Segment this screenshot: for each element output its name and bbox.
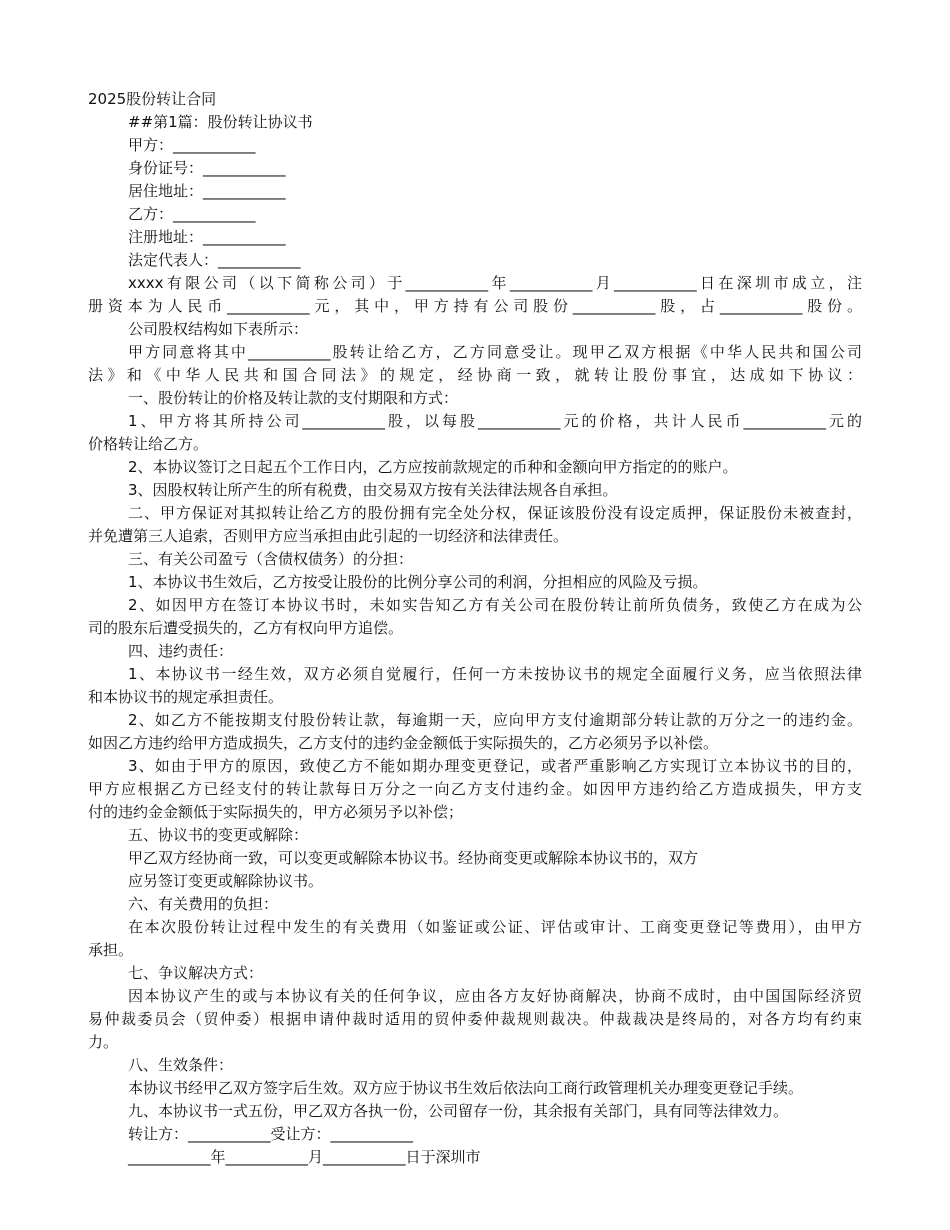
document-line: 司的股东后遭受损失的，乙方有权向甲方追偿。	[88, 619, 404, 637]
document-line: 公司股权结构如下表所示：	[128, 320, 309, 338]
document-line: 1、本协议书生效后，乙方按受让股份的比例分享公司的利润，分担相应的风险及亏损。	[128, 573, 708, 591]
document-line: 注册地址：___________	[128, 228, 286, 246]
document-line: 四、违约责任：	[128, 642, 234, 660]
document-line: 1、本协议书一经生效，双方必须自觉履行，任何一方未按协议书的规定全面履行义务，应当依照法律	[128, 665, 862, 683]
document-line: 2、如因甲方在签订本协议书时，未如实告知乙方有关公司在股份转让前所负债务，致使乙方在成为公	[128, 596, 862, 614]
document-line: ##第1篇：股份转让协议书	[128, 113, 313, 131]
document-line: 册资本为人民币___________元，其中，甲方持有公司股份___________股，占___________股份。	[88, 297, 862, 315]
document-line: 易仲裁委员会（贸仲委）根据申请仲裁时适用的贸仲委仲裁规则裁决。仲裁裁决是终局的，对各方均有约束	[88, 1010, 862, 1028]
document-line: 应另签订变更或解除协议书。	[128, 872, 324, 890]
document-line: 转让方：___________受让方：___________	[128, 1125, 414, 1143]
document-line: 甲乙双方经协商一致，可以变更或解除本协议书。经协商变更或解除本协议书的，双方	[128, 849, 699, 867]
document-line: 九、本协议书一式五份，甲乙双方各执一份，公司留存一份，其余报有关部门，具有同等法律效力。	[128, 1102, 789, 1120]
document-line: 五、协议书的变更或解除：	[128, 826, 309, 844]
document-line: 在本次股份转让过程中发生的有关费用（如鉴证或公证、评估或审计、工商变更登记等费用），由甲方	[128, 918, 862, 936]
document-line: 八、生效条件：	[128, 1056, 234, 1074]
document-line: 1、甲方将其所持公司___________股，以每股___________元的价格，共计人民币___________元的	[128, 412, 862, 430]
document-line: 承担。	[88, 941, 134, 959]
document-line: 七、争议解决方式：	[128, 964, 264, 982]
document-line: 法》和《中华人民共和国合同法》的规定，经协商一致，就转让股份事宜，达成如下协议：	[88, 366, 862, 384]
document-line: 甲方：___________	[128, 136, 256, 154]
document-line: 一、股份转让的价格及转让款的支付期限和方式：	[128, 389, 459, 407]
document-line: 2、如乙方不能按期支付股份转让款，每逾期一天，应向甲方支付逾期部分转让款的万分之一的违约金。	[128, 711, 862, 729]
document-line: 和本协议书的规定承担责任。	[88, 688, 284, 706]
document-line: 价格转让给乙方。	[88, 435, 209, 453]
document-line: xxxx有限公司（以下简称公司）于___________年___________月___________日在深圳市成立，注	[128, 274, 862, 292]
document-line: 力。	[88, 1033, 119, 1051]
document-line: 甲方同意将其中___________股转让给乙方，乙方同意受让。现甲乙双方根据《中华人民共和国公司	[128, 343, 862, 361]
document-line: 居住地址：___________	[128, 182, 286, 200]
document-line: ___________年___________月___________日于深圳市	[128, 1148, 481, 1166]
document-line: 六、有关费用的负担：	[128, 895, 279, 913]
document-line: 三、有关公司盈亏（含债权债务）的分担：	[128, 550, 414, 568]
document-line: 如因乙方违约给甲方造成损失，乙方支付的违约金金额低于实际损失的，乙方必须另予以补偿。	[88, 734, 719, 752]
document-title: 2025股份转让合同	[88, 90, 217, 108]
document-body	[88, 111, 862, 1169]
document-line: 本协议书经甲乙双方签字后生效。双方应于协议书生效后依法向工商行政管理机关办理变更登记手续。	[128, 1079, 804, 1097]
document-line: 法定代表人：___________	[128, 251, 301, 269]
document-line: 二、甲方保证对其拟转让给乙方的股份拥有完全处分权，保证该股份没有设定质押，保证股份未被查封，	[128, 504, 862, 522]
document-line: 3、如由于甲方的原因，致使乙方不能如期办理变更登记，或者严重影响乙方实现订立本协议书的目的，	[128, 757, 862, 775]
document-line: 乙方：___________	[128, 205, 256, 223]
document-line: 并免遭第三人追索，否则甲方应当承担由此引起的一切经济和法律责任。	[88, 527, 569, 545]
document-line: 付的违约金金额低于实际损失的，甲方必须另予以补偿；	[88, 803, 464, 821]
document-line: 因本协议产生的或与本协议有关的任何争议，应由各方友好协商解决，协商不成时，由中国国际经济贸	[128, 987, 862, 1005]
document-line: 身份证号：___________	[128, 159, 286, 177]
document-line: 3、因股权转让所产生的所有税费，由交易双方按有关法律法规各自承担。	[128, 481, 618, 499]
document-line: 甲方应根据乙方已经支付的转让款每日万分之一向乙方支付违约金。如因甲方违约给乙方造成损失，甲方支	[88, 780, 862, 798]
document-line: 2、本协议签订之日起五个工作日内，乙方应按前款规定的币种和金额向甲方指定的的账户。	[128, 458, 738, 476]
